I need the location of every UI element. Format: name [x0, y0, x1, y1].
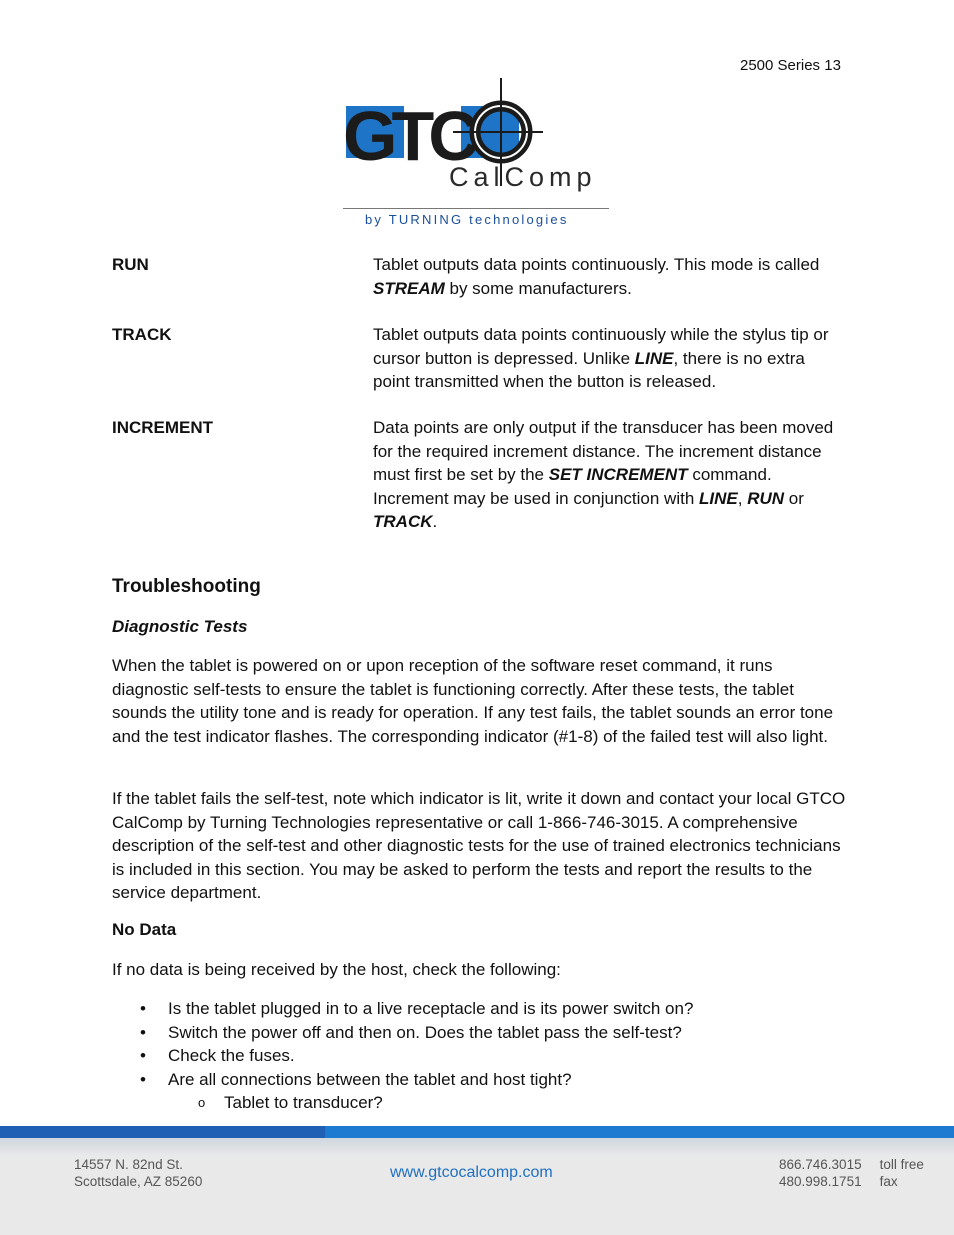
paragraph-no-data-intro: If no data is being received by the host, check the following:	[112, 960, 561, 979]
definition-term: TRACK	[112, 325, 172, 344]
phone-number: 866.746.3015	[779, 1157, 862, 1172]
definition-description: Tablet outputs data points continuously while the stylus tip or cursor button is depressed. Unlike LINE, there is no extra point transmitted when the button is released.	[373, 325, 829, 391]
page-footer	[0, 1126, 954, 1235]
sub-list-item: o Tablet to transducer?	[112, 1091, 847, 1115]
subsection-heading-diagnostic-tests: Diagnostic Tests	[112, 617, 248, 636]
section-heading-troubleshooting: Troubleshooting	[112, 576, 261, 597]
address-line: Scottsdale, AZ 85260	[74, 1174, 203, 1189]
list-item: • Check the fuses.	[112, 1044, 847, 1068]
footer-accent-bar	[0, 1126, 325, 1138]
phone-number: 480.998.1751	[779, 1174, 862, 1189]
footer-phones	[779, 1156, 924, 1190]
definition-term: INCREMENT	[112, 418, 214, 437]
footer-address	[74, 1156, 202, 1190]
definition-term: RUN	[112, 255, 149, 274]
list-item: • Are all connections between the tablet and host tight?	[112, 1068, 847, 1092]
svg-text:GTC: GTC	[343, 97, 473, 175]
phone-label: fax	[879, 1174, 898, 1189]
list-item: • Is the tablet plugged in to a live receptacle and is its power switch on?	[112, 997, 847, 1021]
paragraph-self-test-failure: If the tablet fails the self-test, note which indicator is lit, write it down and contact your local GTCO CalComp by Turning Technologies representative or call 1-866-746-3015. A comprehensive description of the self-test and other diagnostic tests for the use of trained electronics technicians is included in this section. You may be asked to perform the tests and report the results to the service department.	[112, 789, 846, 902]
paragraph-diagnostic: When the tablet is powered on or upon reception of the software reset command, it runs diagnostic self-tests to ensure the tablet is functioning correctly. After these tests, the tablet sounds the utility tone and is ready for operation. If any test fails, the tablet sounds an error tone and the test indicator flashes. The corresponding indicator (#1-8) of the failed test will also light.	[112, 656, 834, 746]
definition-description: Tablet outputs data points continuously. This mode is called STREAM by some manufacturers.	[373, 255, 820, 298]
footer-website-link[interactable]: www.gtcocalcomp.com	[390, 1164, 553, 1181]
list-item: • Switch the power off and then on. Does the tablet pass the self-test?	[112, 1021, 847, 1045]
logo-tagline: by TURNING technologies	[365, 212, 569, 227]
footer-gradient	[0, 1138, 954, 1156]
logo-calcomp-text: CalComp	[449, 162, 597, 192]
footer-accent-bar	[325, 1126, 954, 1138]
checklist	[112, 997, 847, 1115]
address-line: 14557 N. 82nd St.	[74, 1157, 183, 1172]
phone-label: toll free	[879, 1157, 924, 1172]
page-number-header: 2500 Series 13	[740, 57, 841, 74]
gtco-calcomp-logo	[343, 76, 613, 236]
definition-description: Data points are only output if the transducer has been moved for the required increment distance. The increment distance must first be set by the SET INCREMENT command. Increment may be used in conjunction with LINE, RUN or TRACK.	[373, 418, 834, 531]
logo-divider	[343, 208, 609, 209]
phone-line	[779, 1173, 924, 1190]
phone-line	[779, 1156, 924, 1173]
subsection-heading-no-data: No Data	[112, 920, 177, 939]
